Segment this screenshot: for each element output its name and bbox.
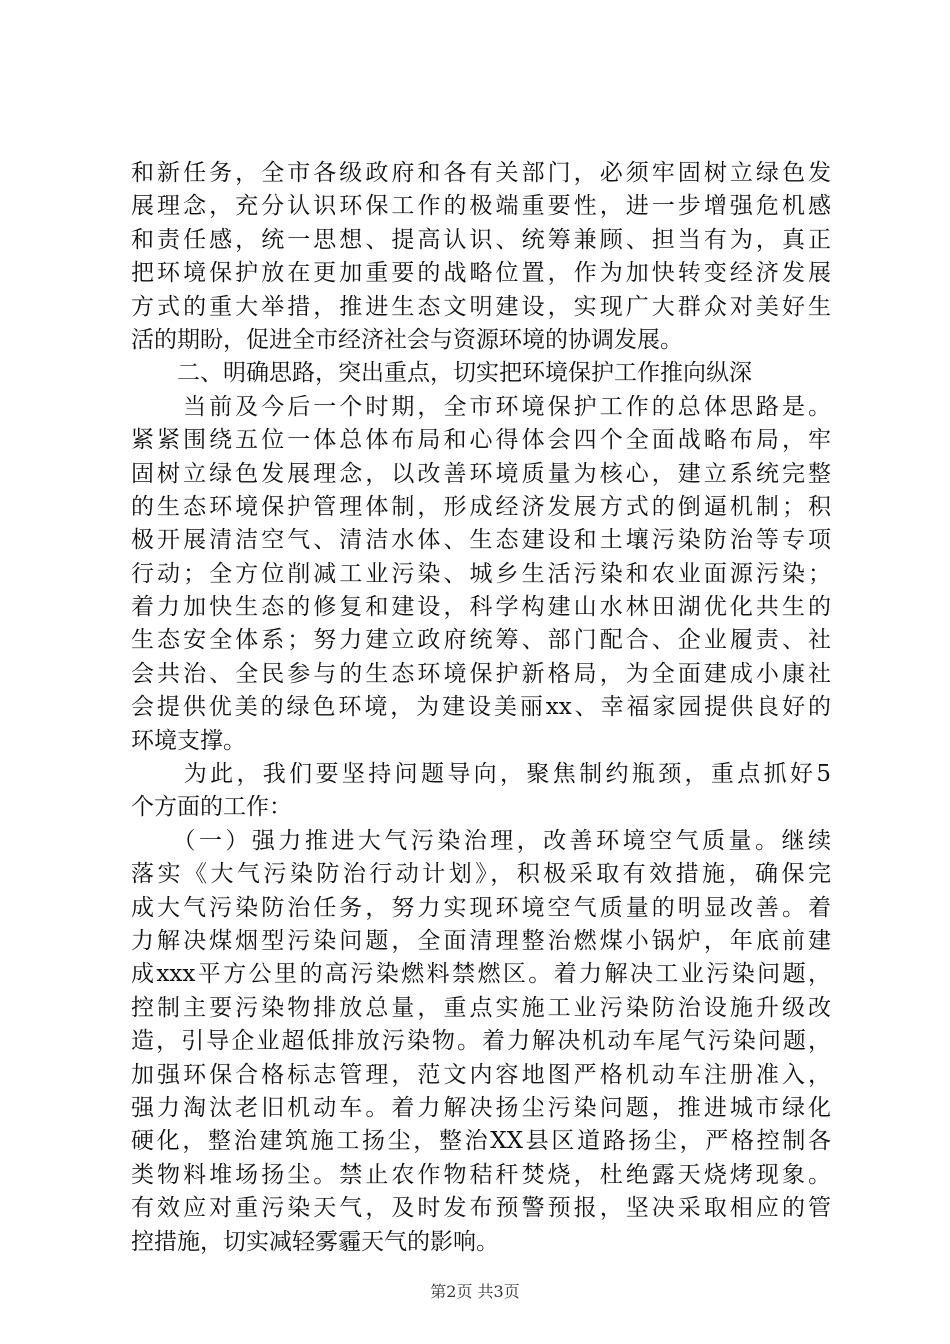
text-line: 紧紧围绕五位一体总体布局和心得体会四个全面战略布局，牢 [131,427,831,454]
text-line: 落实《大气污染防治行动计划》，积极采取有效措施，确保完 [131,861,831,888]
section-heading: 二、明确思路，突出重点，切实把环境保护工作推向纵深 [131,360,752,387]
text-line: 控制主要污染物排放总量，重点实施工业污染防治设施升级改 [131,994,831,1021]
document-body [131,157,831,1259]
text-line: 加强环保合格标志管理，范文内容地图严格机动车注册准入， [131,1061,831,1088]
text-line: 造，引导企业超低排放污染物。着力解决机动车尾气污染问题， [131,1028,831,1055]
text-line: 个方面的工作： [131,794,292,821]
text-line: 的生态环境保护管理体制，形成经济发展方式的倒逼机制；积 [131,493,831,520]
text-line: 成大气污染防治任务，努力实现环境空气质量的明显改善。着 [131,894,831,921]
text-line: 固树立绿色发展理念，以改善环境质量为核心，建立系统完整 [131,460,831,487]
text-line: 类物料堆场扬尘。禁止农作物秸秆焚烧，杜绝露天烧烤现象。 [131,1161,831,1188]
text-line: 力解决煤烟型污染问题，全面清理整治燃煤小锅炉，年底前建 [131,927,831,954]
text-line: （一）强力推进大气污染治理，改善环境空气质量。继续 [131,827,831,854]
text-line: 当前及今后一个时期，全市环境保护工作的总体思路是。 [131,393,831,420]
text-line: 成xxx平方公里的高污染燃料禁燃区。着力解决工业污染问题， [131,961,831,988]
text-line: 为此，我们要坚持问题导向，聚焦制约瓶颈，重点抓好5 [131,761,831,788]
text-line: 环境支撑。 [131,727,246,754]
text-line: 活的期盼，促进全市经济社会与资源环境的协调发展。 [131,326,683,353]
text-line: 方式的重大举措，推进生态文明建设，实现广大群众对美好生 [131,293,831,320]
text-line: 有效应对重污染天气，及时发布预警预报，坚决采取相应的管 [131,1195,831,1222]
text-line: 会共治、全民参与的生态环境保护新格局，为全面建成小康社 [131,660,831,687]
page-number-footer: 第2页 共3页 [430,1282,520,1301]
text-line: 控措施，切实减轻雾霾天气的影响。 [131,1228,499,1255]
text-line: 着力加快生态的修复和建设，科学构建山水林田湖优化共生的 [131,594,831,621]
text-line: 展理念，充分认识环保工作的极端重要性，进一步增强危机感 [131,193,831,220]
text-line: 极开展清洁空气、清洁水体、生态建设和土壤污染防治等专项 [131,527,831,554]
text-line: 行动；全方位削减工业污染、城乡生活污染和农业面源污染； [131,560,831,587]
text-line: 和新任务，全市各级政府和各有关部门，必须牢固树立绿色发 [131,160,831,186]
text-line: 生态安全体系；努力建立政府统筹、部门配合、企业履责、社 [131,627,831,654]
text-line: 强力淘汰老旧机动车。着力解决扬尘污染问题，推进城市绿化 [131,1094,831,1121]
text-line: 把环境保护放在更加重要的战略位置，作为加快转变经济发展 [131,260,831,287]
text-line: 硬化，整治建筑施工扬尘，整治XX县区道路扬尘，严格控制各 [131,1128,831,1155]
text-line: 会提供优美的绿色环境，为建设美丽xx、幸福家园提供良好的 [131,694,831,721]
text-line: 和责任感，统一思想、提高认识、统筹兼顾、担当有为，真正 [131,226,831,253]
